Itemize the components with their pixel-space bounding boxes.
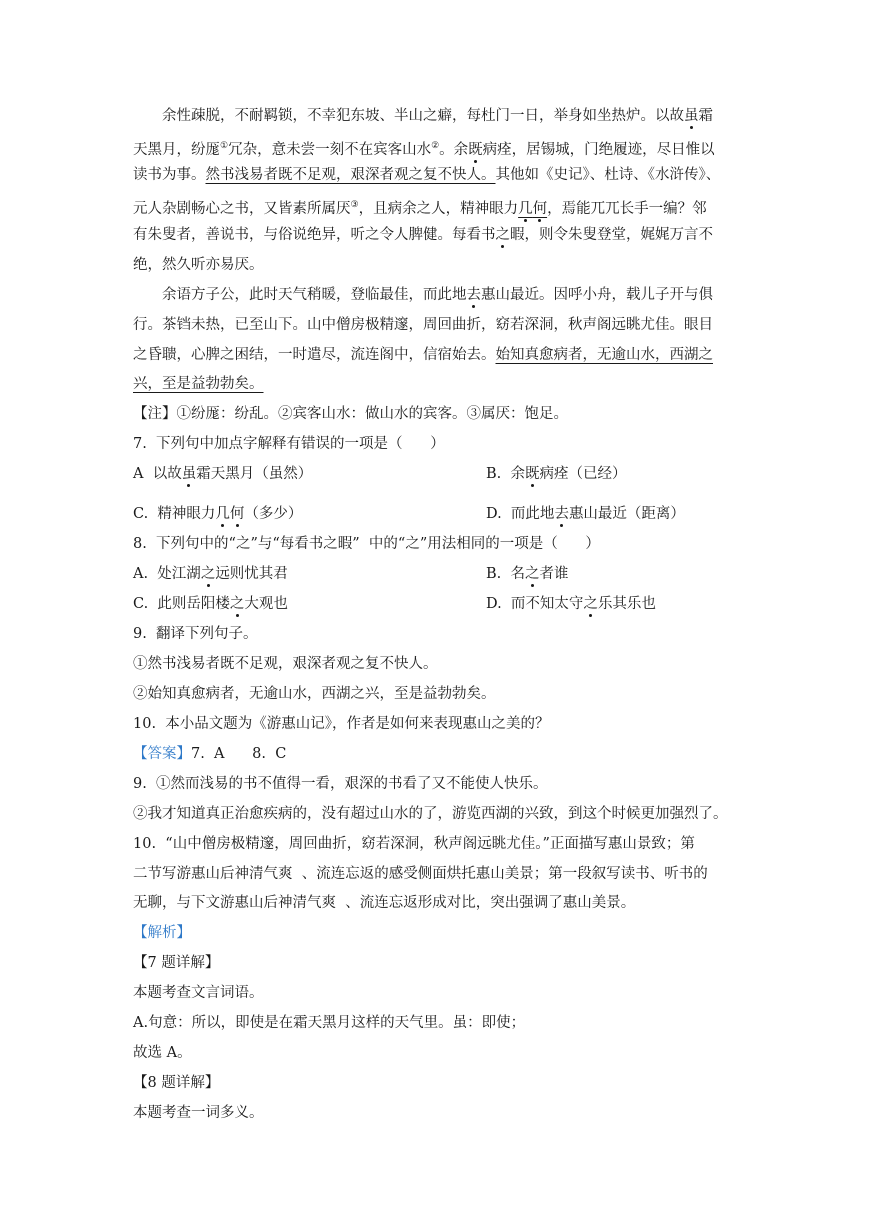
passage-p1-line3: 读书为事。然书浅易者既不足观，艰深者观之复不快人。其他如《史记》、杜诗、《水浒传》、 bbox=[133, 167, 721, 183]
question-9-stem: 9. 翻译下列句子。 bbox=[133, 626, 258, 642]
underlined-sentence: 始知真愈病者，无逾山水，西湖之 bbox=[495, 347, 713, 363]
dotted-char: 几 bbox=[518, 200, 533, 217]
answer-9-2: ②我才知道真正治愈疾病的，没有超过山水的了，游览西湖的兴致，到这个时候更加强烈了。 bbox=[133, 806, 728, 822]
q8-option-d: D. 而不知太守之乐其乐也 bbox=[486, 596, 656, 612]
answer-label: 【答案】 bbox=[133, 746, 191, 762]
passage-p1-line2: 天黑月，纷厖①冗杂，意未尝一刻不在宾客山水②。余既病痊，居锡城，门绝履迹，尽日惟以 bbox=[133, 141, 715, 158]
passage-p1-line5: 有朱叟者，善说书，与俗说绝异，听之令人脾健。每看书之暇，则令朱叟登堂，娓娓万言不 bbox=[133, 227, 713, 243]
passage-p1-line1: 余性疎脱，不耐羁锁，不幸犯东坡、半山之癖，每杜门一日，举身如坐热炉。以故虽霜 bbox=[162, 108, 713, 124]
q7-option-b: B. 余既病痊（已经） bbox=[486, 466, 627, 482]
dotted-char: 既 bbox=[524, 466, 540, 482]
footnote-mark: ② bbox=[431, 141, 440, 151]
q7-option-c: C. 精神眼力几何（多少） bbox=[133, 506, 303, 522]
underlined-sentence: 然书浅易者既不足观，艰深者观之复不快人。 bbox=[205, 167, 496, 183]
answer-10-2: 二节写游惠山后神清气爽 、流连忘返的感受侧面烘托惠山美景；第一段叙写读书、听书的 bbox=[133, 866, 708, 882]
footnote-mark: ③ bbox=[350, 200, 359, 210]
analysis-7-heading: 【7 题详解】 bbox=[133, 955, 220, 971]
q7-option-a: A 以故虽霜天黑月（虽然） bbox=[133, 466, 313, 482]
dotted-char: 之 bbox=[229, 596, 245, 612]
dotted-char: 去 bbox=[554, 506, 569, 522]
q8-option-c: C. 此则岳阳楼之大观也 bbox=[133, 596, 288, 612]
answer-line: 【答案】7. A 8. C bbox=[133, 746, 287, 762]
footnote: 【注】①纷厖：纷乱。②宾客山水：做山水的宾客。③属厌：饱足。 bbox=[133, 406, 568, 422]
passage-p1-line6: 绝，然久听亦易厌。 bbox=[133, 257, 264, 273]
underlined-sentence: 兴，至是益勃勃矣。 bbox=[133, 376, 264, 392]
passage-p2-line1: 余语方子公，此时天气稍暖，登临最佳，而此地去惠山最近。因呼小舟，载儿子开与俱 bbox=[162, 287, 713, 303]
dotted-char: 虽 bbox=[684, 108, 699, 124]
q8-option-a: A. 处江湖之远则忧其君 bbox=[133, 566, 288, 582]
footnote-mark: ① bbox=[220, 141, 229, 151]
dotted-char: 之 bbox=[495, 227, 510, 243]
dotted-char: 虽 bbox=[181, 466, 197, 482]
dotted-char: 几 bbox=[215, 506, 230, 522]
q9-sentence-2: ②始知真愈病者，无逾山水，西湖之兴，至是益勃勃矣。 bbox=[133, 686, 496, 702]
answer-10-1: 10. “山中僧房极精邃，周回曲折，窈若深洞，秋声阁远眺尤佳。”正面描写惠山景致；第 bbox=[133, 836, 695, 852]
passage-p2-line4 bbox=[133, 374, 264, 394]
analysis-8-heading: 【8 题详解】 bbox=[133, 1075, 220, 1091]
dotted-char: 之 bbox=[583, 596, 598, 612]
dotted-char: 去 bbox=[466, 287, 481, 303]
question-10-stem: 10. 本小品文题为《游惠山记》，作者是如何来表现惠山之美的？ bbox=[133, 716, 550, 732]
dotted-char: 既 bbox=[468, 141, 483, 158]
question-8-stem: 8. 下列句中的“之”与“每看书之暇” 中的“之”用法相同的一项是（ ） bbox=[133, 536, 600, 552]
q8-option-b: B. 名之者谁 bbox=[486, 566, 569, 582]
q7-option-d: D. 而此地去惠山最近（距离） bbox=[486, 506, 685, 522]
analysis-8-text-1: 本题考查一词多义。 bbox=[133, 1105, 264, 1121]
passage-p1-line4: 元人杂剧畅心之书，又皆素所属厌③，且病余之人，精神眼力几何，焉能兀兀长手一编？邻 bbox=[133, 200, 707, 217]
question-7-stem: 7. 下列句中加点字解释有错误的一项是（ ） bbox=[133, 436, 445, 452]
answer-10-3: 无聊，与下文游惠山后神清气爽 、流连忘返形成对比，突出强调了惠山美景。 bbox=[133, 895, 636, 911]
dotted-char: 之 bbox=[524, 566, 540, 582]
analysis-7-text-3: 故选 A。 bbox=[133, 1045, 192, 1061]
analysis-7-text-2: A.句意：所以，即使是在霜天黑月这样的天气里。虽：即使； bbox=[133, 1015, 526, 1031]
analysis-label: 【解析】 bbox=[133, 925, 191, 941]
dotted-char: 何 bbox=[532, 200, 548, 217]
answer-9-1: 9. ①然而浅易的书不值得一看，艰深的书看了又不能使人快乐。 bbox=[133, 776, 548, 792]
dotted-char: 之 bbox=[200, 566, 216, 582]
q9-sentence-1: ①然书浅易者既不足观，艰深者观之复不快人。 bbox=[133, 656, 438, 672]
passage-p2-line3: 之昏聩，心脾之困结，一时遣尽，流连阁中，信宿始去。始知真愈病者，无逾山水，西湖之 bbox=[133, 347, 713, 363]
dotted-char: 何 bbox=[229, 506, 245, 522]
passage-p2-line2: 行。茶铛未热，已至山下。山中僧房极精邃，周回曲折，窈若深洞，秋声阁远眺尤佳。眼目 bbox=[133, 317, 713, 333]
analysis-7-text-1: 本题考查文言词语。 bbox=[133, 985, 264, 1001]
